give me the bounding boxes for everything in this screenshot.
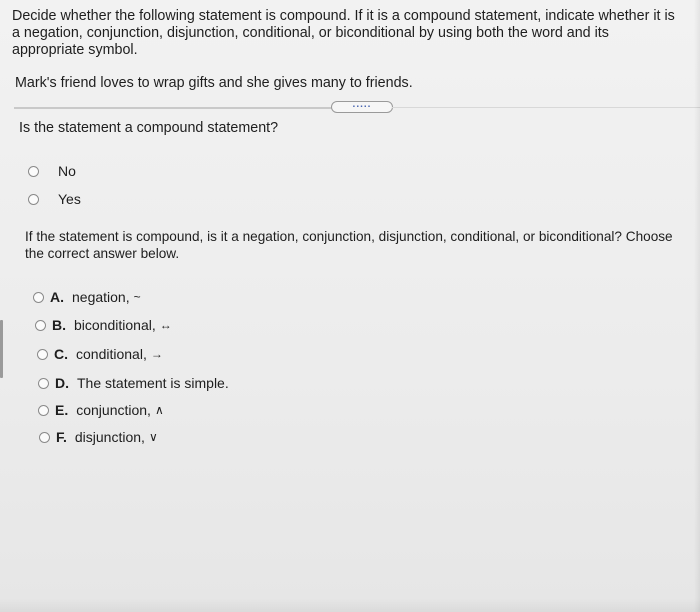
option-letter: E. [55, 402, 69, 418]
instructions-text: Decide whether the following statement is compound. If it is a compound statement, indicate whether it is a negation, conjunction, disjunction, conditional, or biconditional by using both the word and its appropriate symbol. [12, 8, 675, 58]
option-text: negation, [72, 289, 130, 305]
radio-button[interactable] [37, 349, 48, 360]
option-letter: B. [52, 317, 66, 333]
edge-shadow [694, 0, 700, 612]
option-a[interactable] [33, 289, 141, 305]
expand-button[interactable]: ..... [331, 101, 393, 113]
option-text: disjunction, [74, 429, 145, 445]
option-text: conditional, [76, 346, 147, 362]
divider-line [392, 107, 700, 108]
section-divider [0, 101, 700, 115]
radio-button[interactable] [38, 405, 49, 416]
question-1-prompt: Is the statement a compound statement? [19, 120, 279, 136]
option-label: Yes [58, 191, 81, 207]
radio-button[interactable] [38, 378, 49, 389]
option-symbol: ∧ [154, 403, 164, 417]
option-symbol: ~ [133, 290, 141, 304]
option-d[interactable] [38, 375, 229, 391]
option-text: biconditional, [74, 317, 156, 333]
radio-button[interactable] [28, 166, 39, 177]
radio-button[interactable] [33, 292, 44, 303]
option-symbol: ↔ [159, 318, 172, 332]
option-yes[interactable] [28, 191, 81, 207]
scroll-indicator [0, 320, 3, 378]
option-letter: A. [50, 289, 64, 305]
option-no[interactable] [28, 163, 76, 179]
option-text: The statement is simple. [77, 375, 229, 391]
option-letter: C. [54, 346, 68, 362]
radio-button[interactable] [35, 320, 46, 331]
option-c[interactable] [37, 346, 163, 362]
option-e[interactable] [38, 402, 164, 418]
option-f[interactable] [39, 429, 158, 445]
option-symbol: → [150, 347, 163, 361]
radio-button[interactable] [39, 432, 50, 443]
option-letter: F. [56, 429, 67, 445]
option-b[interactable] [35, 317, 172, 333]
option-symbol: ∨ [148, 430, 158, 444]
option-text: conjunction, [76, 402, 151, 418]
edge-shadow [0, 598, 700, 612]
statement-text: Mark's friend loves to wrap gifts and she gives many to friends. [15, 75, 413, 91]
divider-line [14, 107, 332, 109]
option-label: No [58, 163, 76, 179]
question-2-prompt: If the statement is compound, is it a negation, conjunction, disjunction, conditional, or biconditional? Choose the correct answer below. [25, 229, 673, 261]
option-letter: D. [55, 375, 69, 391]
radio-button[interactable] [28, 194, 39, 205]
